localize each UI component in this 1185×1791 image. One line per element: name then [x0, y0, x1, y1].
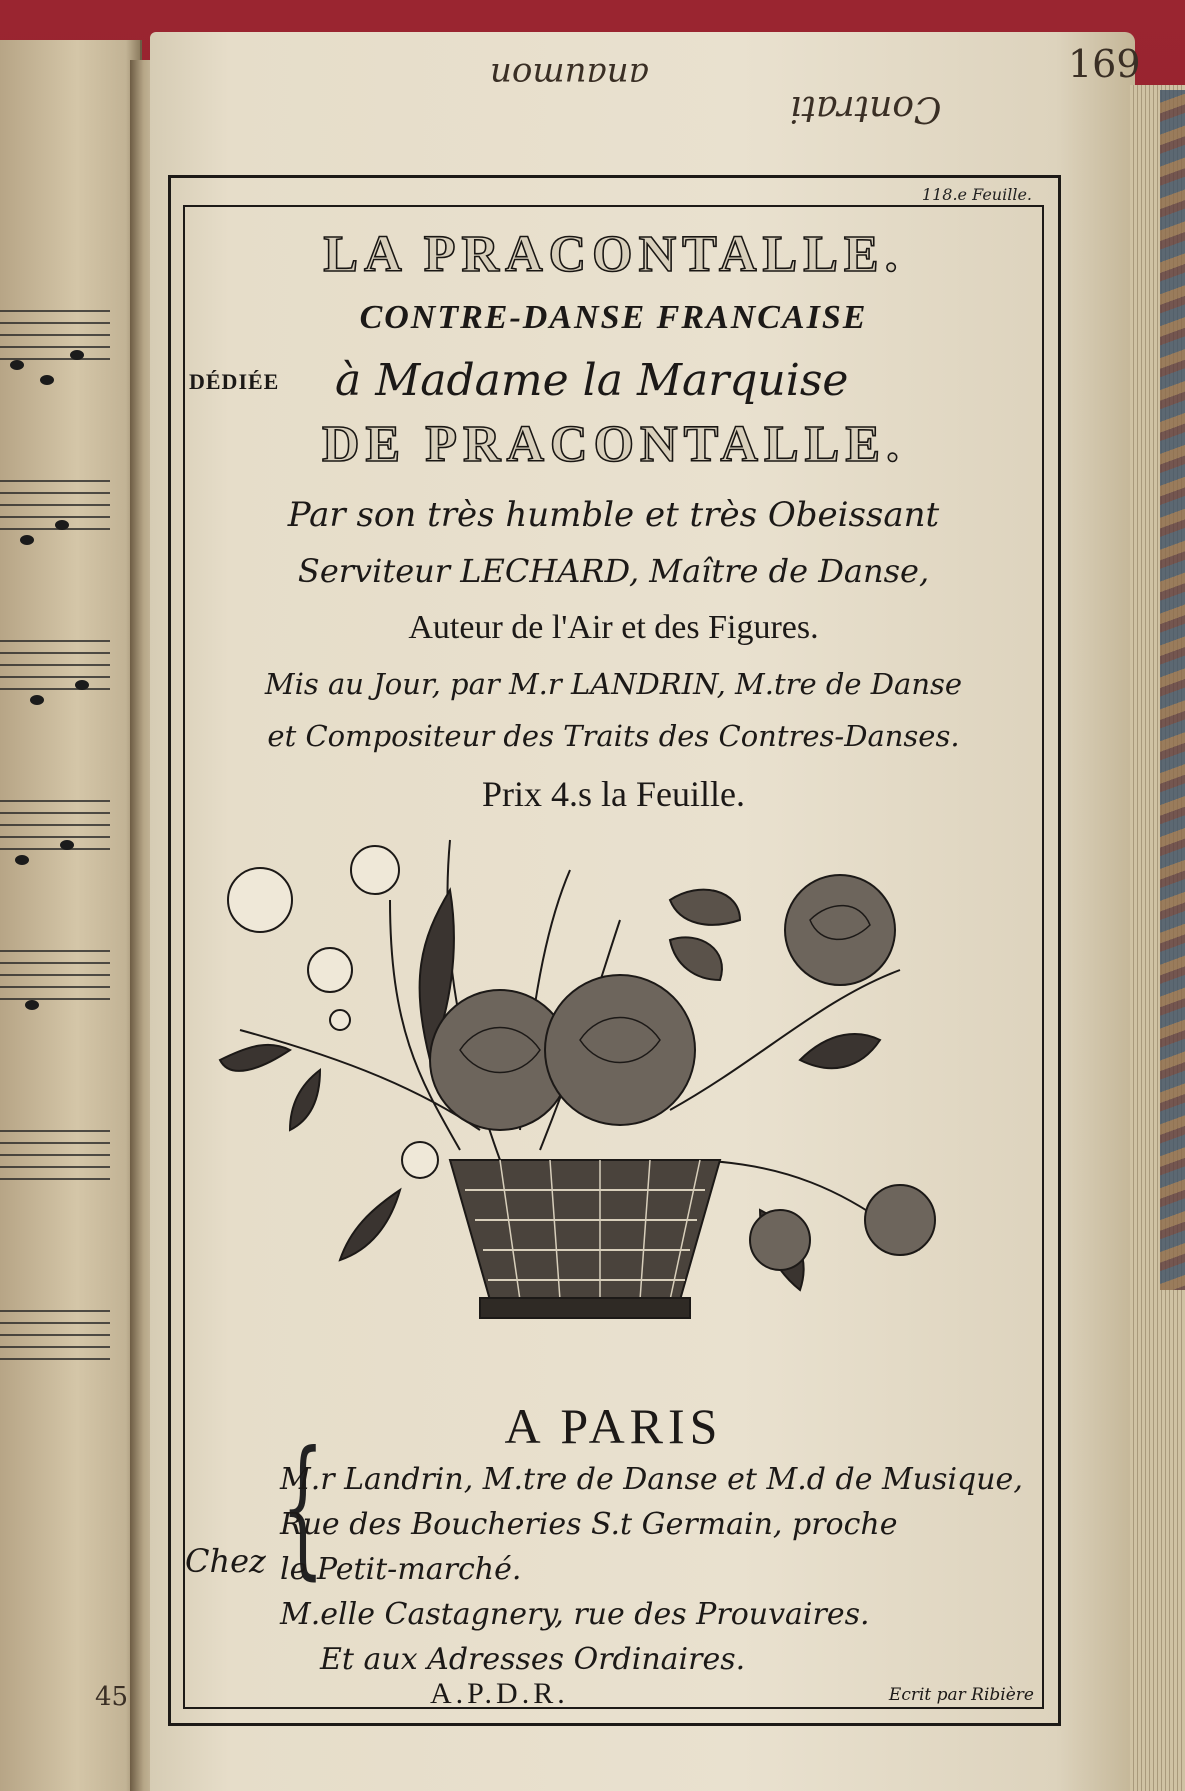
flower: [750, 1210, 810, 1270]
music-staff: [0, 630, 110, 690]
music-staff: [0, 790, 110, 850]
leaf: [340, 1190, 400, 1260]
address-line: Et aux Adresses Ordinaires.: [320, 1642, 746, 1677]
music-note: [70, 350, 84, 360]
dedication-row: [185, 355, 1042, 405]
upside-down-note: Contrati: [790, 88, 942, 129]
author-line: Serviteur LECHARD, Maître de Danse,: [297, 552, 930, 590]
leaf: [800, 1034, 880, 1068]
flower: [308, 948, 352, 992]
music-note: [20, 535, 34, 545]
dedication-text: à Madame la Marquise: [335, 355, 849, 406]
city-imprint: A PARIS: [504, 1398, 723, 1454]
address-line: le Petit-marché.: [280, 1552, 522, 1587]
music-staff: [0, 300, 110, 360]
basket-base: [480, 1298, 690, 1318]
bud: [330, 1010, 350, 1030]
flower: [865, 1185, 935, 1255]
author-line: Auteur de l'Air et des Figures.: [408, 609, 819, 646]
chez-label: Chez: [185, 1542, 266, 1580]
bud: [402, 1142, 438, 1178]
music-note: [60, 840, 74, 850]
rose: [545, 975, 695, 1125]
upside-down-note: anaumon: [490, 55, 649, 95]
music-note: [10, 360, 24, 370]
leaf: [290, 1070, 320, 1130]
address-line: M.r Landrin, M.tre de Danse et M.d de Musique,: [280, 1462, 1023, 1497]
plate-subtitle: CONTRE-DANSE FRANCAISE: [359, 299, 868, 336]
editor-line: et Compositeur des Traits des Contres-Danses.: [267, 719, 960, 753]
left-page-music: [0, 40, 142, 1791]
leaf: [220, 1045, 290, 1071]
price-line: Prix 4.s la Feuille.: [482, 774, 745, 814]
plate-title: LA PRACONTALLE.: [323, 226, 904, 283]
dedicatee-name: DE PRACONTALLE.: [321, 416, 906, 473]
dedication-label: DÉDIÉE: [189, 369, 280, 394]
engraver-credit: Ecrit par Ribière: [888, 1685, 1034, 1705]
margin-number: 45: [95, 1682, 129, 1712]
marbled-edge: [1160, 90, 1185, 1290]
address-line: M.elle Castagnery, rue des Prouvaires.: [280, 1597, 870, 1632]
flower-basket-vignette: [200, 830, 1020, 1340]
flower: [228, 868, 292, 932]
music-staff: [0, 1300, 110, 1360]
music-staff: [0, 1120, 110, 1180]
music-note: [15, 855, 29, 865]
music-note: [25, 1000, 39, 1010]
editor-line: Mis au Jour, par M.r LANDRIN, M.tre de Danse: [264, 667, 963, 701]
rose: [785, 875, 895, 985]
music-note: [30, 695, 44, 705]
music-note: [55, 520, 69, 530]
address-brace: {: [281, 1420, 325, 1594]
music-staff: [0, 940, 110, 1000]
author-line: Par son très humble et très Obeissant: [287, 495, 940, 535]
address-line: Rue des Boucheries S.t Germain, proche: [280, 1507, 898, 1542]
folio-number: 169: [1068, 42, 1141, 86]
music-note: [75, 680, 89, 690]
leaf: [670, 890, 740, 925]
leaf: [670, 937, 722, 980]
flower: [351, 846, 399, 894]
privilege-mark: A.P.D.R.: [430, 1677, 569, 1710]
music-note: [40, 375, 54, 385]
music-staff: [0, 470, 110, 530]
sheet-number: 118.e Feuille.: [921, 185, 1032, 204]
